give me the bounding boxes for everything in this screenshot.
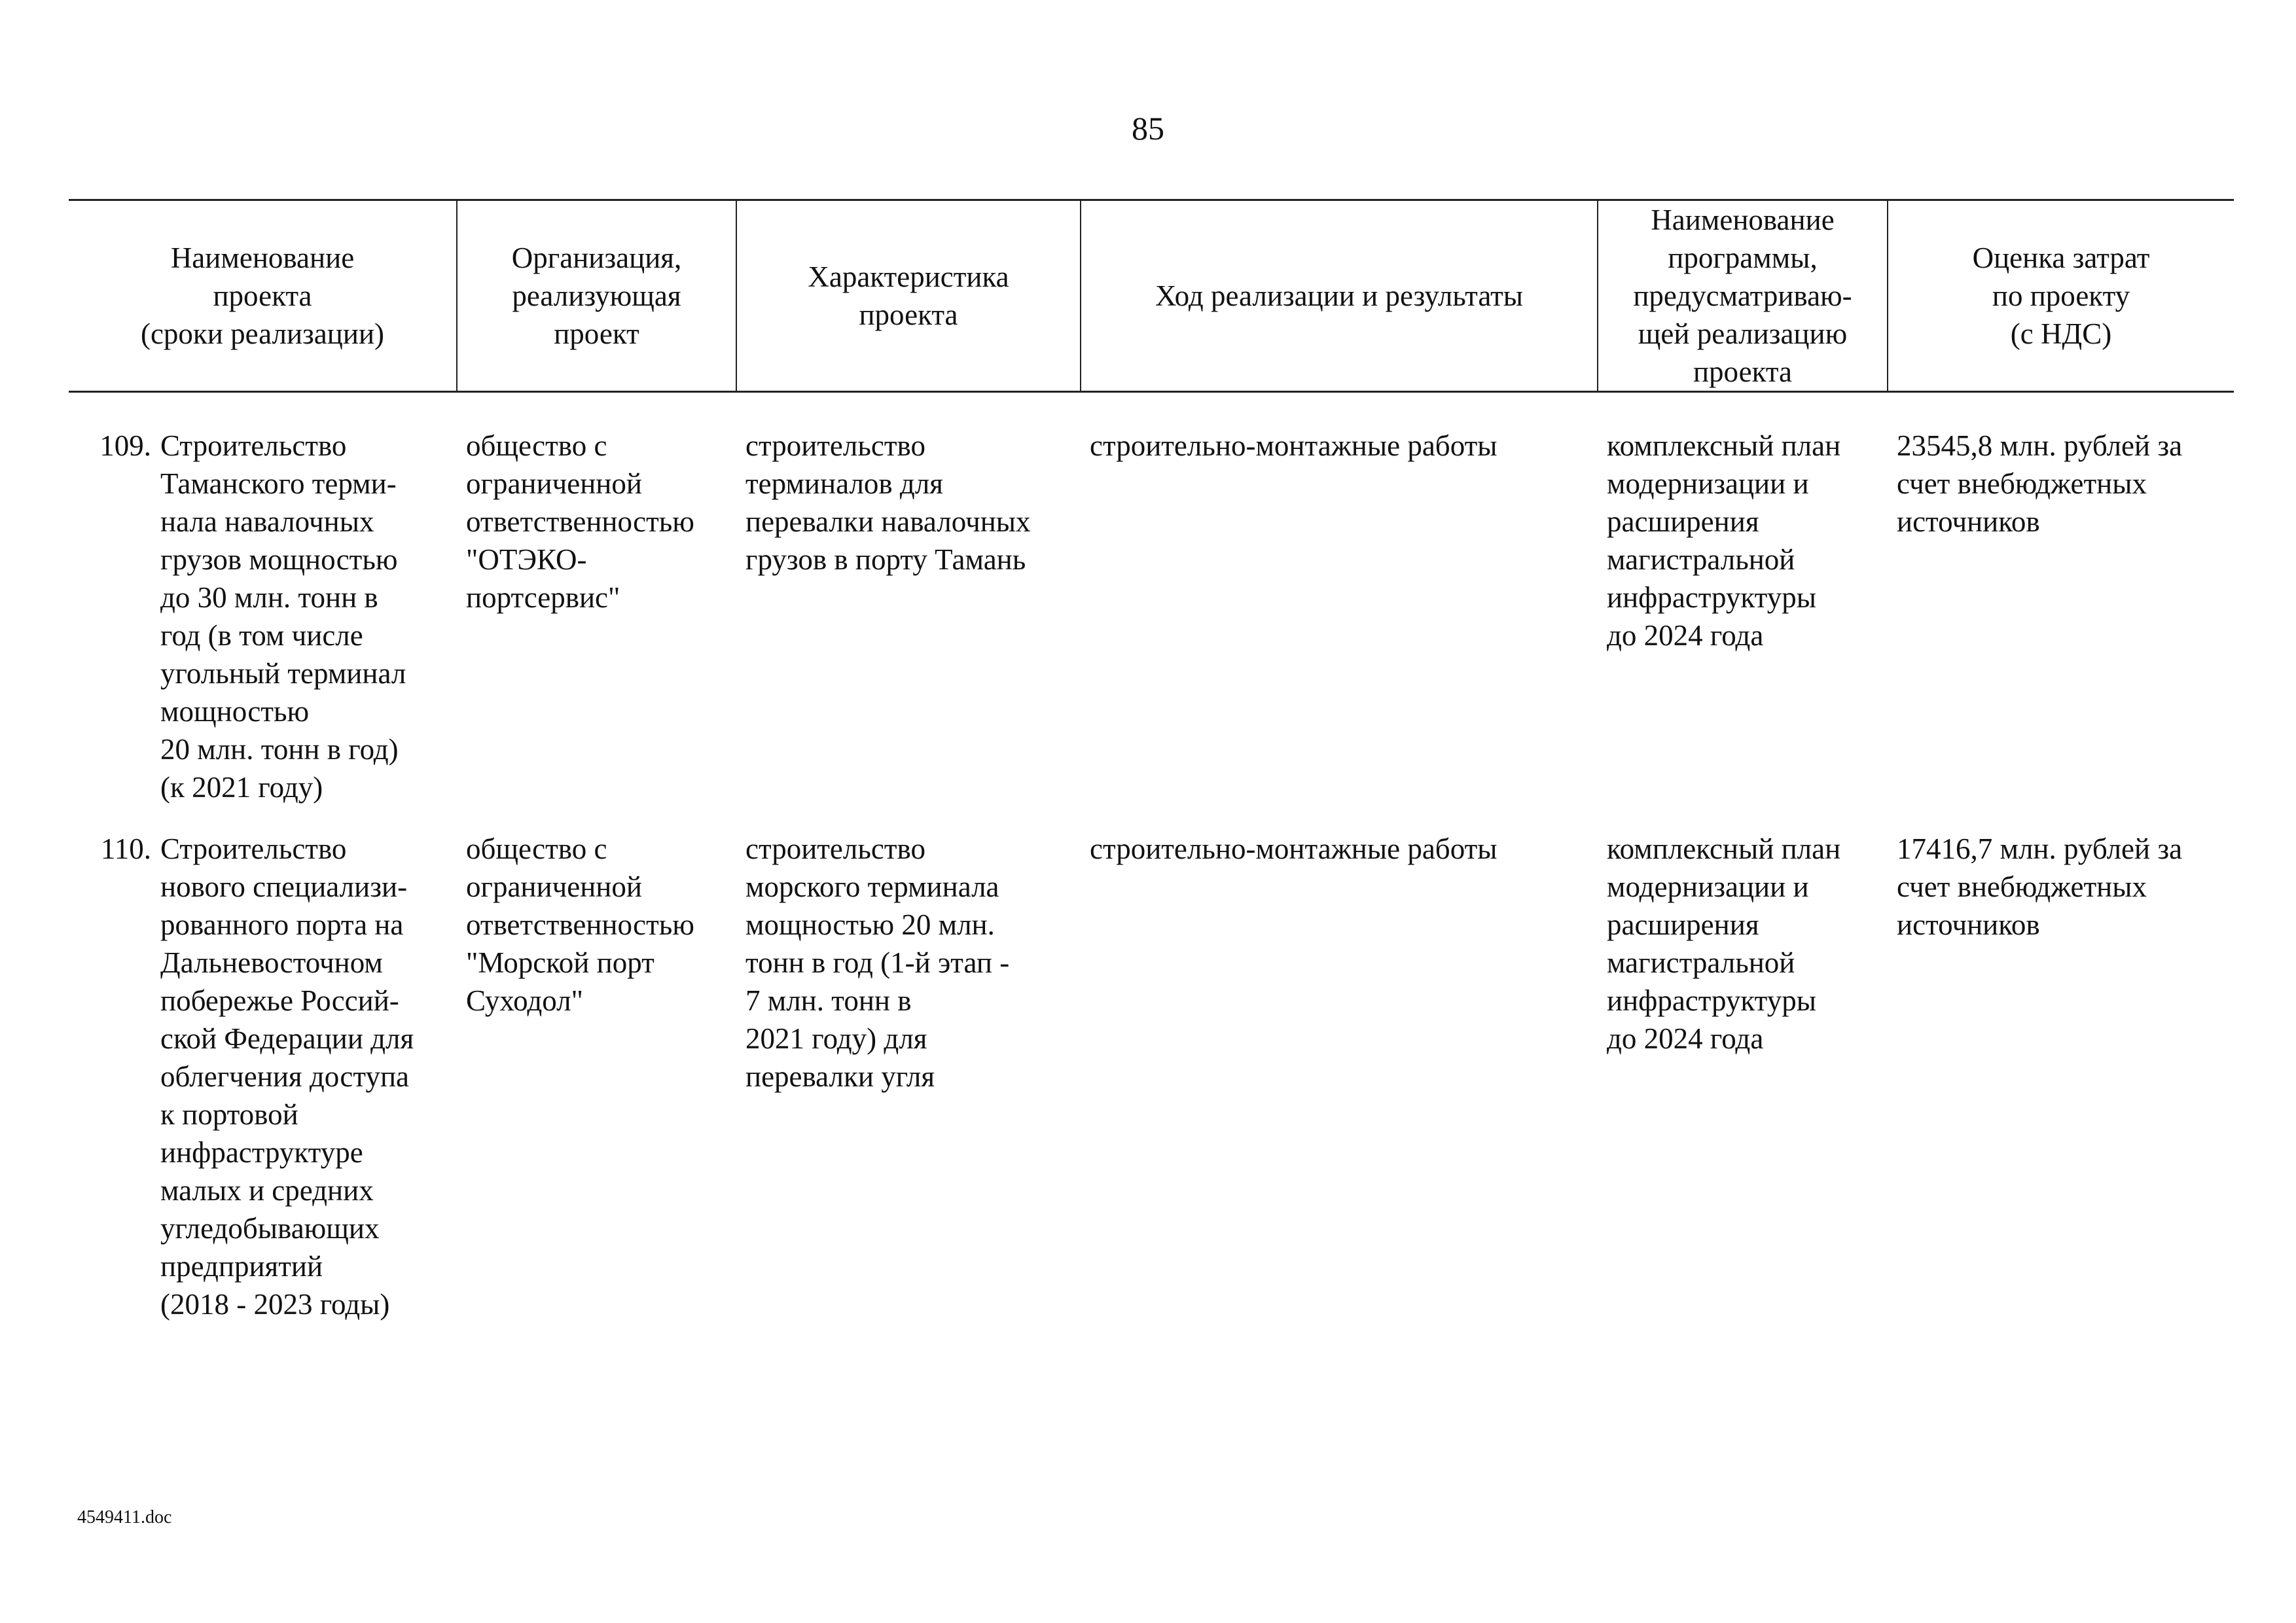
projects-table: [69, 199, 2234, 1347]
organization-cell: общество с ограниченной ответственностью "ОТЭКО- портсервис": [466, 429, 694, 614]
characteristic-cell: строительство терминалов для перевалки навалочных грузов в порту Тамань: [745, 429, 1031, 576]
header-cost: Оценка затрат по проекту (с НДС): [1888, 200, 2234, 392]
header-progress: Ход реализации и результаты: [1081, 200, 1598, 392]
table-row: [69, 427, 2234, 830]
row-number: 109.: [99, 429, 151, 462]
cost-cell: 17416,7 млн. рублей за счет внебюджетных источников: [1897, 832, 2183, 941]
header-characteristic: Характеристика проекта: [736, 200, 1081, 392]
project-name: Строительство Таманского терми- нала навалочных грузов мощностью до 30 млн. тонн в год (в том числе угольный терминал мощностью 20 млн. тонн в год) (к 2021 году): [160, 429, 406, 804]
header-project-name: Наименование проекта (сроки реализации): [69, 200, 457, 392]
header-organization: Организация, реализующая проект: [457, 200, 736, 392]
progress-cell: строительно-монтажные работы: [1090, 429, 1498, 462]
progress-cell: строительно-монтажные работы: [1090, 832, 1498, 865]
organization-cell: общество с ограниченной ответственностью "Морской порт Суходол": [466, 832, 694, 1017]
characteristic-cell: строительство морского терминала мощностью 20 млн. тонн в год (1-й этап - 7 млн. тонн в 2021 году) для перевалки угля: [745, 832, 1010, 1093]
project-name-cell: [69, 427, 457, 830]
program-cell: комплексный план модернизации и расширения магистральной инфраструктуры до 2024 года: [1607, 832, 1841, 1055]
table-row: [69, 830, 2234, 1347]
cost-cell: 23545,8 млн. рублей за счет внебюджетных источников: [1897, 429, 2183, 538]
project-name: Строительство нового специализи- рованного порта на Дальневосточном побережье Россий- ской Федерации для облегчения доступа к портовой инфраструктуре малых и средних угледобывающих предприятий (2018 - 2023 годы): [160, 832, 414, 1321]
page-number: 85: [1132, 110, 1164, 147]
row-number: 110.: [100, 832, 151, 865]
footer-file-name: 4549411.doc: [77, 1507, 172, 1527]
table-header-row: [69, 200, 2234, 392]
program-cell: комплексный план модернизации и расширения магистральной инфраструктуры до 2024 года: [1607, 429, 1841, 652]
header-program: Наименование программы, предусматриваю- щей реализацию проекта: [1598, 200, 1888, 392]
project-name-cell: [69, 830, 457, 1347]
